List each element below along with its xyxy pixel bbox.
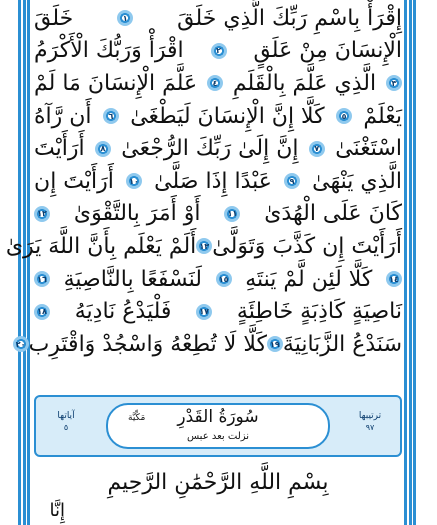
ayah-number-marker: ١٧ <box>196 304 212 320</box>
verse-line <box>34 100 402 133</box>
verse-line <box>34 132 402 165</box>
verse-text: كَلَّا لَئِن لَّمْ يَنتَهِ <box>245 266 373 292</box>
ayah-count-value: ٥ <box>63 423 69 432</box>
ayah-number-marker: ١٤ <box>386 271 402 287</box>
page-border-right <box>404 0 416 525</box>
verse-text: عَلَّمَ الْإِنسَانَ مَا لَمْ <box>34 70 198 96</box>
ayah-number-marker: ٨ <box>95 141 111 157</box>
verse-line <box>34 35 402 68</box>
verse-text: يَعْلَمْ <box>363 103 402 129</box>
verse-text: الْإِنسَانَ مِنْ عَلَقٍ <box>253 38 402 64</box>
ayah-number-marker: ١٥ <box>216 271 232 287</box>
ayah-number-marker: ١١ <box>224 206 240 222</box>
verse-text: أَرَأَيْتَ إِن <box>34 168 114 194</box>
ayah-number-marker: ١٦ <box>34 271 50 287</box>
ayah-number-marker: ٤ <box>207 75 223 91</box>
verse-text: عَبْدًا إِذَا صَلَّىٰ <box>154 168 272 194</box>
basmala: بِسْمِ اللَّهِ الرَّحْمَٰنِ الرَّحِيمِ <box>107 470 329 495</box>
ayah-count-label: آياتها <box>57 411 75 421</box>
ayah-number-marker: ١٢ <box>34 206 50 222</box>
verse-text: أَوْ أَمَرَ بِالتَّقْوَىٰ <box>73 201 201 227</box>
ayah-number-marker: ١٠ <box>126 173 142 189</box>
surah-order-label: ترتيبها <box>358 411 382 421</box>
verse-line <box>34 165 402 198</box>
surah-ayah-count-box <box>46 411 86 432</box>
surah-revelation-note: نزلت بعد عبس <box>186 431 250 442</box>
surah-type: مَكِّيَّة <box>128 413 146 423</box>
ayah-number-marker: ١ <box>117 10 133 26</box>
verse-text: فَلْيَدْعُ نَادِيَهُ <box>74 299 172 325</box>
surah-order-value: ٩٧ <box>365 423 375 432</box>
verse-line <box>5 230 402 263</box>
verse-text: أَلَمْ يَعْلَم بِأَنَّ اللَّهَ يَرَىٰ <box>5 233 197 259</box>
verse-text: أَرَأَيْتَ إِن كَذَّبَ وَتَوَلَّىٰ <box>212 233 402 259</box>
ayah-number-marker: ٦ <box>103 108 119 124</box>
ayah-number-marker: ٢٠ <box>13 336 29 352</box>
verse-text: اقْرَأْ وَرَبُّكَ الْأَكْرَمُ <box>34 38 184 64</box>
ayah-number-marker: ٢ <box>211 43 227 59</box>
page-border-left <box>18 0 30 525</box>
verses-block <box>5 2 402 361</box>
verse-text: كَلَّا إِنَّ الْإِنسَانَ لَيَطْغَىٰ <box>130 103 325 129</box>
ayah-number-marker: ١٩ <box>267 336 283 352</box>
verse-text: أَن رَّآهُ <box>34 103 92 129</box>
surah-header <box>34 395 402 457</box>
verse-text: سَنَدْعُ الزَّبَانِيَةَ <box>282 331 402 357</box>
verse-line <box>34 263 402 296</box>
ayah-number-marker: ٥ <box>336 108 352 124</box>
verse-line <box>34 198 402 231</box>
verse-text: الَّذِي يَنْهَىٰ <box>312 168 402 194</box>
verse-text: نَاصِيَةٍ كَاذِبَةٍ خَاطِئَةٍ <box>236 299 402 325</box>
verse-line <box>34 295 402 328</box>
surah-order-box <box>350 411 390 432</box>
ayah-number-marker: ٧ <box>309 141 325 157</box>
verse-text: كَلَّا لَا تُطِعْهُ وَاسْجُدْ وَاقْتَرِب <box>28 331 267 357</box>
verse-text: الَّذِي عَلَّمَ بِالْقَلَمِ <box>232 70 377 96</box>
ayah-number-marker: ١٨ <box>34 304 50 320</box>
verse-text: أَرَأَيْتَ <box>34 136 85 162</box>
ayah-number-marker: ٩ <box>284 173 300 189</box>
next-verse-start: إِنَّا <box>49 500 65 521</box>
ayah-number-marker: ٣ <box>386 75 402 91</box>
verse-text: خَلَقَ <box>34 5 74 31</box>
verse-text: كَانَ عَلَى الْهُدَىٰ <box>264 201 402 227</box>
verse-text: إِنَّ إِلَىٰ رَبِّكَ الرُّجْعَىٰ <box>121 136 299 162</box>
verse-text: اسْتَغْنَىٰ <box>335 136 402 162</box>
verse-line <box>15 328 402 361</box>
verse-line <box>34 2 402 35</box>
verse-text: لَنَسْفَعًا بِالنَّاصِيَةِ <box>63 266 202 292</box>
surah-title: سُورَةُ القَدْرِ <box>177 407 259 427</box>
verse-line <box>34 67 402 100</box>
ayah-number-marker: ١٣ <box>196 238 212 254</box>
verse-text: إِقْرَأْ بِاسْمِ رَبِّكَ الَّذِي خَلَقَ <box>177 5 402 31</box>
surah-title-frame <box>106 403 330 449</box>
